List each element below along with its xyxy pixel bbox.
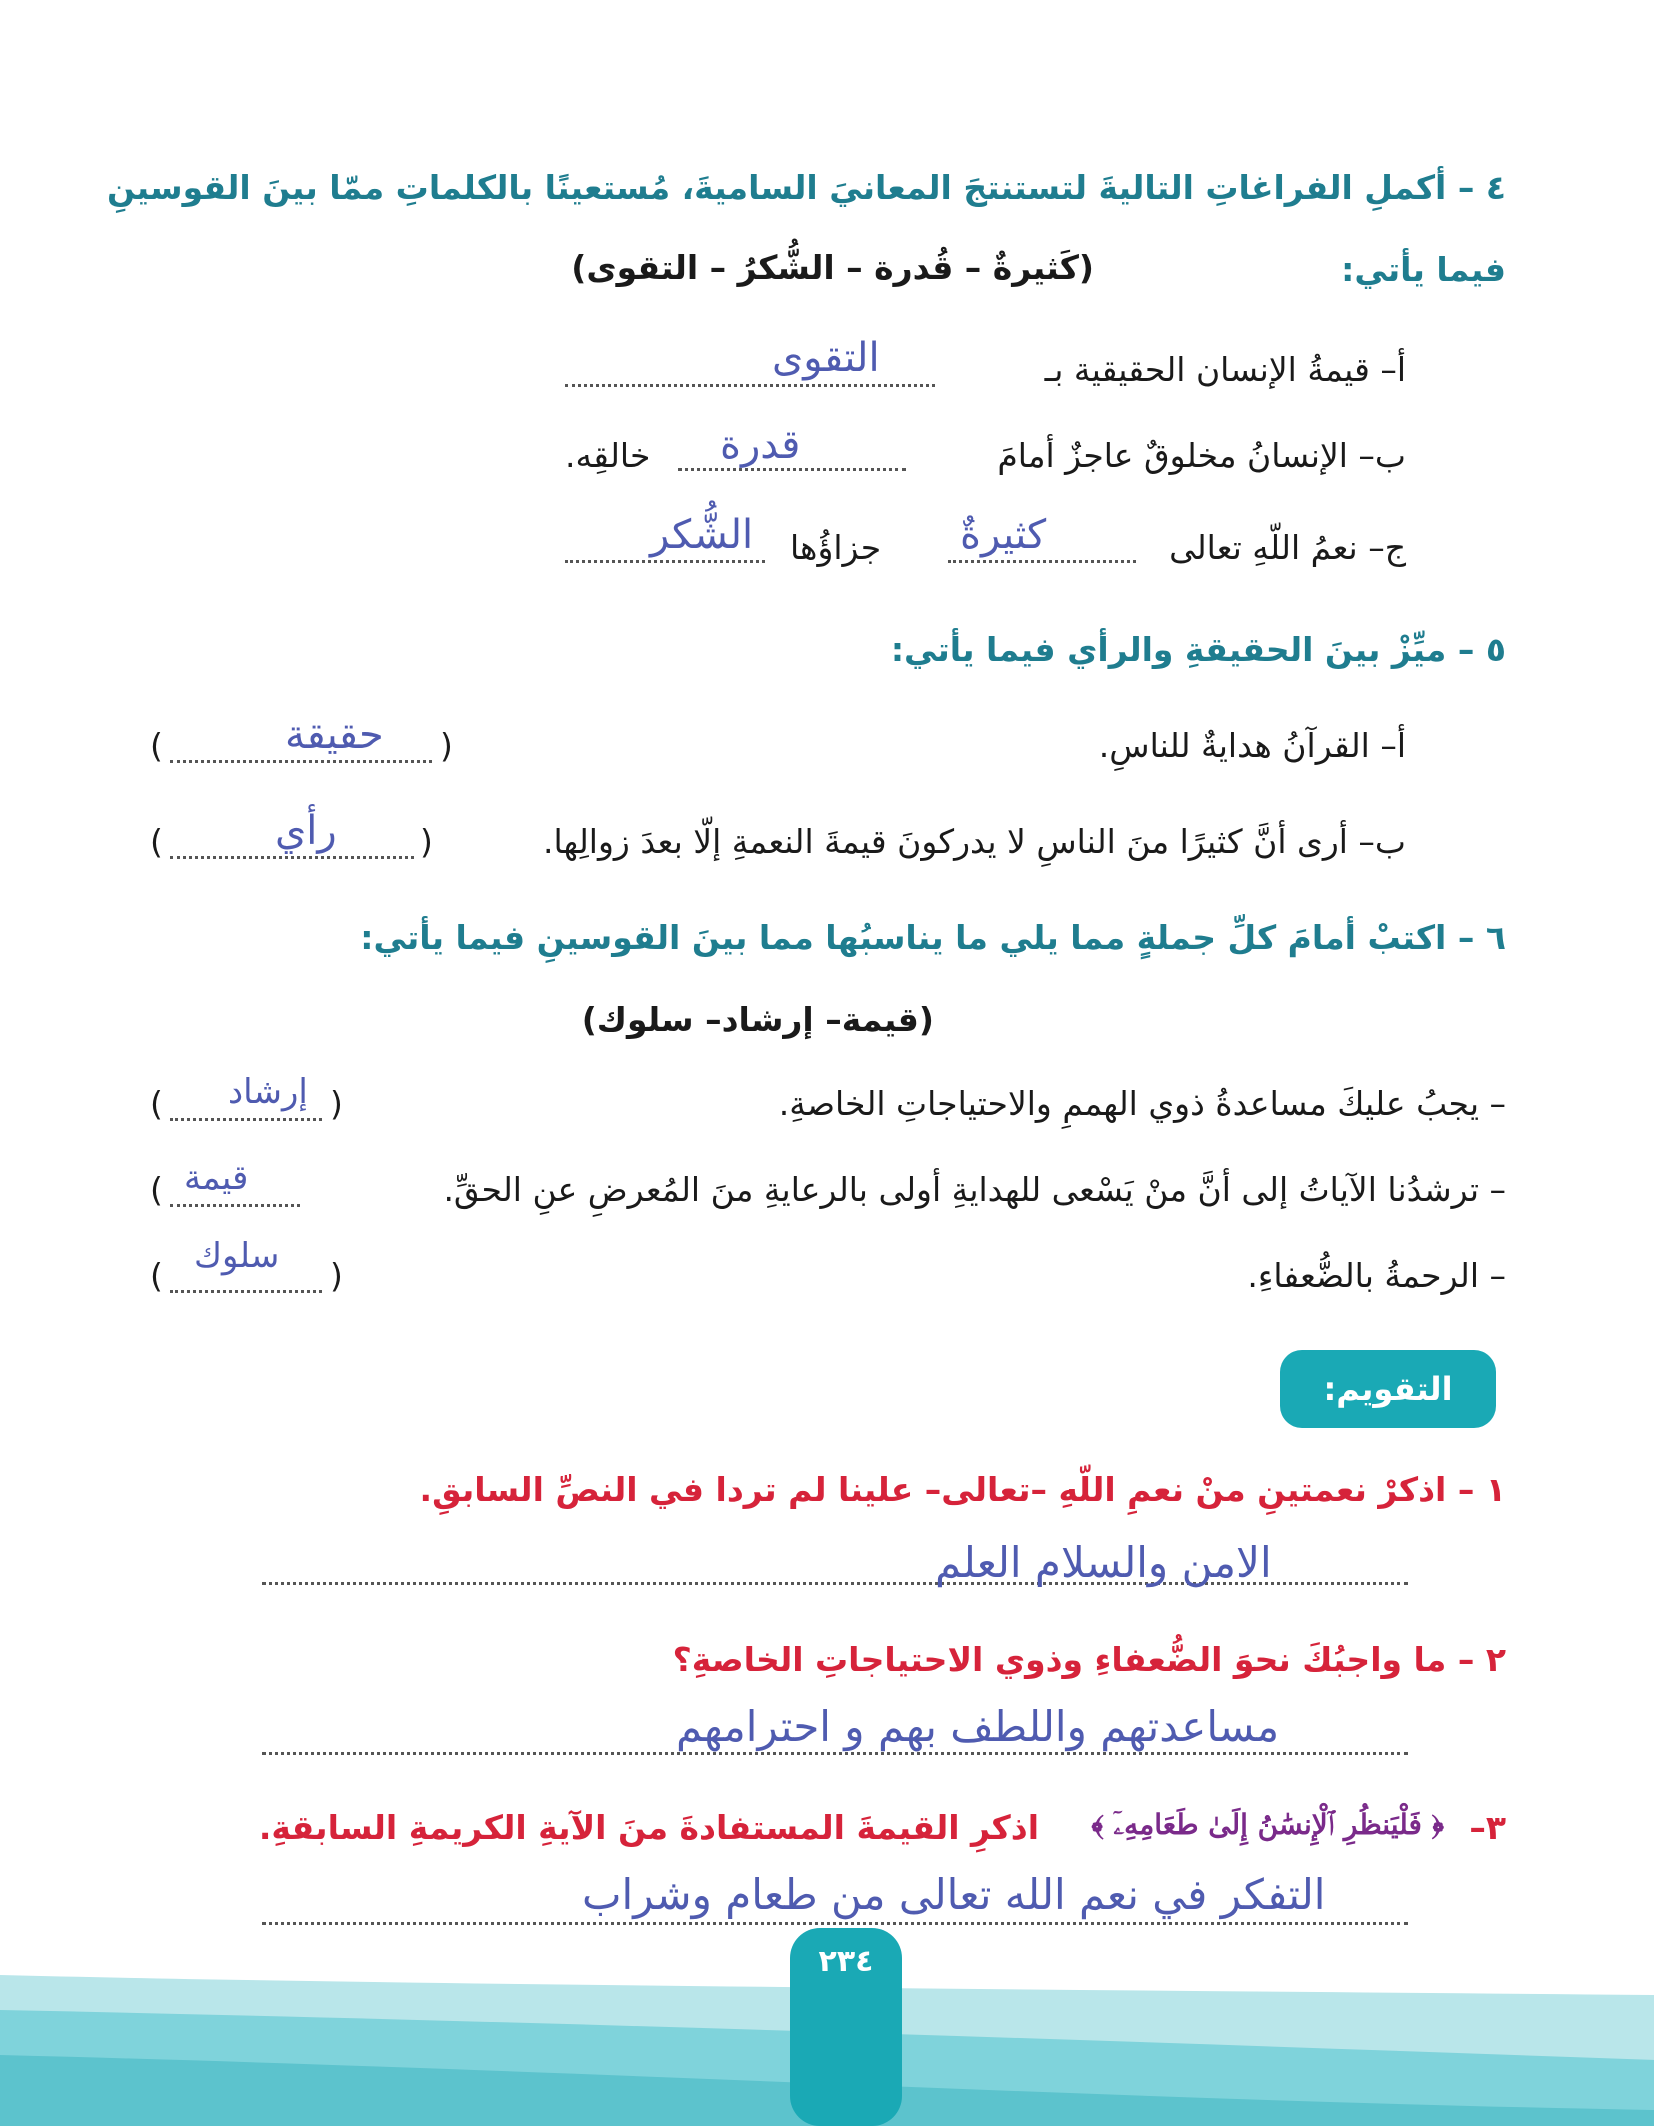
q6-s2-answer: قيمة — [184, 1158, 249, 1198]
eval-q3-verse: ﴿ فَلْيَنظُرِ ٱلْإِنسَٰنُ إِلَىٰ طَعَامِهِۦٓ ﴾ — [1091, 1808, 1444, 1841]
q4-b-answer: قدرة — [720, 422, 801, 468]
q6-s2-blank[interactable] — [170, 1204, 300, 1207]
eval-q2-answer-line[interactable] — [262, 1752, 1408, 1755]
q4-c-mid: جزاؤُها — [790, 528, 882, 567]
eval-q2-answer: مساعدتهم واللطف بهم و احترامهم — [676, 1702, 1280, 1751]
q6-s3: – الرحمةُ بالضُّعفاءِ. — [1247, 1256, 1506, 1295]
q6-s3-blank[interactable] — [170, 1290, 322, 1293]
q4-c-text: ج– نعمُ اللّهِ تعالى — [1169, 528, 1406, 567]
q6-s1-paren-close: ) — [150, 1084, 163, 1123]
q6-s3-paren-open: ( — [330, 1256, 343, 1295]
q5-b-paren-open: ( — [420, 822, 433, 861]
q4-instruction-cont: فيما يأتي: — [1341, 250, 1506, 289]
q4-b-text: ب– الإنسانُ مخلوقٌ عاجزٌ أمامَ — [997, 436, 1406, 475]
eval-q3-text: اذكرِ القيمةَ المستفادةَ منَ الآيةِ الكريمةِ السابقةِ. — [258, 1808, 1039, 1847]
q5-a-blank[interactable] — [170, 760, 432, 763]
q4-b-blank[interactable] — [678, 468, 906, 471]
q6-s1-paren-open: ( — [330, 1084, 343, 1123]
eval-q1: ١ – اذكرْ نعمتينِ منْ نعمِ اللّهِ –تعالى– علينا لم تردا في النصِّ السابقِ. — [419, 1470, 1506, 1509]
q4-b-tail: خالقِه. — [565, 436, 651, 475]
q5-a-text: أ– القرآنُ هدايةٌ للناسِ. — [1098, 726, 1406, 765]
q4-a-blank[interactable] — [565, 384, 935, 387]
q6-s3-answer: سلوك — [194, 1236, 280, 1276]
eval-q3-number: ٣– — [1469, 1808, 1506, 1847]
q5-b-paren-close: ) — [150, 822, 163, 861]
q4-a-answer: التقوى — [772, 335, 880, 381]
eval-q3-answer: التفكر في نعم الله تعالى من طعام وشراب — [582, 1870, 1326, 1919]
q4-c-answer-1: كثيرةٌ — [960, 512, 1047, 558]
q6-s1-answer: إرشاد — [228, 1072, 308, 1112]
q5-instruction: ٥ – ميِّزْ بينَ الحقيقةِ والرأي فيما يأتي: — [890, 630, 1506, 669]
q5-b-answer: رأي — [275, 808, 337, 854]
q6-s3-paren-close: ) — [150, 1256, 163, 1295]
q4-c-blank-1[interactable] — [948, 560, 1136, 563]
q5-b-blank[interactable] — [170, 856, 414, 859]
q6-word-bank: (قيمة– إرشاد– سلوك) — [581, 1000, 934, 1039]
q5-a-answer: حقيقة — [285, 712, 384, 758]
page-number: ٢٣٤ — [818, 1944, 874, 1979]
q4-c-answer-2: الشُّكر — [650, 512, 754, 558]
eval-q3-answer-line[interactable] — [262, 1922, 1408, 1925]
q4-a-text: أ– قيمةُ الإنسان الحقيقية بـ — [1044, 350, 1406, 389]
q6-instruction: ٦ – اكتبْ أمامَ كلِّ جملةٍ مما يلي ما يناسبُها مما بينَ القوسينِ فيما يأتي: — [360, 918, 1506, 957]
q6-s2: – ترشدُنا الآياتُ إلى أنَّ منْ يَسْعى للهدايةِ أولى بالرعايةِ منَ المُعرضِ عنِ الحقِّ. — [443, 1170, 1506, 1209]
q6-s2-paren-close: ) — [150, 1170, 163, 1209]
q4-word-bank: (كَثيرةٌ – قُدرة – الشُّكرُ – التقوى) — [571, 248, 1094, 287]
q5-b-text: ب– أرى أنَّ كثيرًا منَ الناسِ لا يدركونَ قيمةَ النعمةِ إلّا بعدَ زوالِها. — [543, 822, 1406, 861]
eval-q1-answer: الامن والسلام العلم — [935, 1538, 1272, 1587]
q6-s1: – يجبُ عليكَ مساعدةُ ذوي الهممِ والاحتياجاتِ الخاصةِ. — [778, 1084, 1506, 1123]
evaluation-badge: التقويم: — [1280, 1350, 1496, 1428]
q4-instruction: ٤ – أكملِ الفراغاتِ التاليةَ لتستنتجَ المعانيَ الساميةَ، مُستعينًا بالكلماتِ ممّا بينَ القوسينِ — [106, 168, 1506, 207]
q5-a-paren-open: ( — [440, 726, 453, 765]
q5-a-paren-close: ) — [150, 726, 163, 765]
q4-c-blank-2[interactable] — [565, 560, 765, 563]
q6-s1-blank[interactable] — [170, 1118, 322, 1121]
eval-q2: ٢ – ما واجبُكَ نحوَ الضُّعفاءِ وذوي الاحتياجاتِ الخاصةِ؟ — [672, 1640, 1506, 1679]
